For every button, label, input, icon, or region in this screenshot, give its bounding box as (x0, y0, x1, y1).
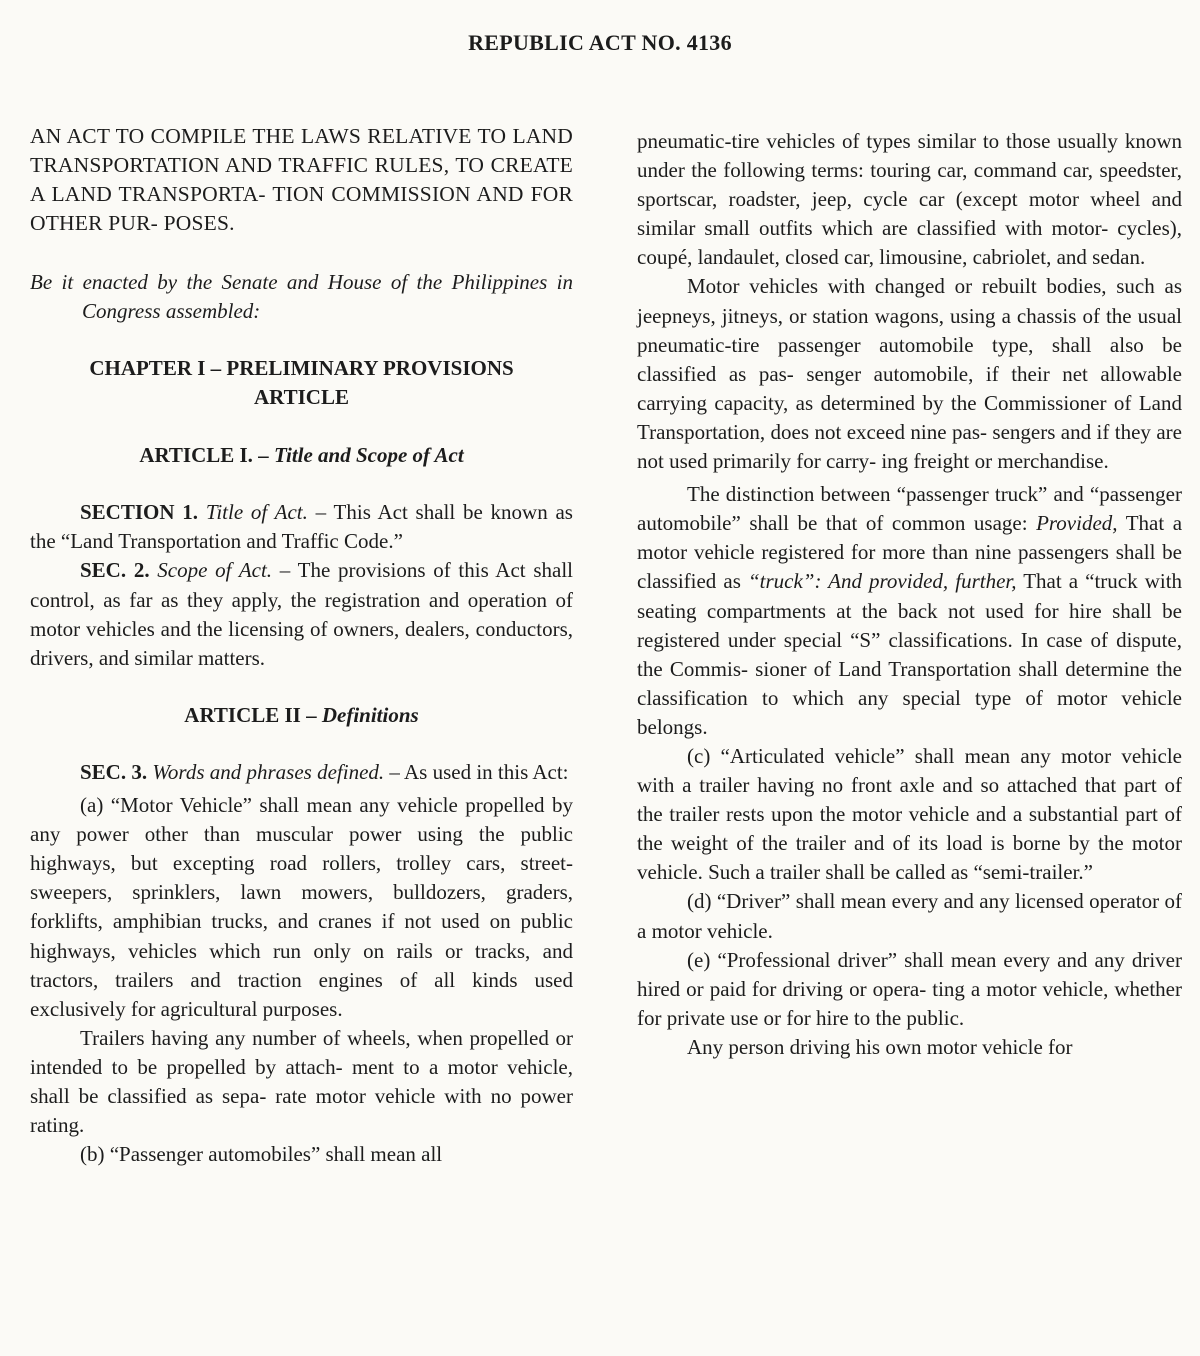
chapter-title: CHAPTER I – PRELIMINARY PROVISIONS (89, 356, 514, 381)
section-2 (30, 556, 573, 672)
article-2-label: ARTICLE II – (184, 702, 317, 727)
distinction-text-2: That a motor vehicle registered for more than nine passengers shall be classified as (637, 511, 1183, 594)
left-column (30, 122, 573, 1169)
page-header: REPUBLIC ACT NO. 4136 (468, 30, 732, 55)
paragraph-any-person: Any person driving his own motor vehicle for (687, 1034, 1073, 1059)
paragraph-d: (d) “Driver” shall mean every and any licensed operator of a motor vehicle. (637, 889, 1182, 943)
distinction-provided: Provided, (1036, 511, 1118, 536)
article-2-title: Definitions (321, 702, 419, 727)
section-3-text: – As used in this Act: (389, 759, 569, 784)
section-1-label: SECTION 1. (80, 500, 199, 525)
chapter-heading (30, 354, 573, 412)
distinction-text-1: The distinction between “passenger truck” and “passenger automobile” shall be that of common usage: (637, 482, 1182, 536)
section-3-label: SEC. 3. (80, 759, 148, 784)
paragraph-rebuilt-bodies: Motor vehicles with changed or rebuilt bodies, such as jeepneys, jitneys, or station wagons, using a chassis of the usual pneumatic-tire passenger automobile type, shall also be classified as pas- senger automobile, if their net allowable carrying capacity, as determined by the Commissioner of Land Transportation, does not exceed nine pas- sengers and if they are not used primarily for carry- ing freight or merchandise. (637, 274, 1182, 474)
section-3-title: Words and phrases defined. (152, 759, 385, 784)
section-1-title: Title of Act. (205, 500, 308, 525)
enacting-clause: Be it enacted by the Senate and House of the Philippines in Congress assembled: (30, 270, 573, 324)
article-1-title: Title and Scope of Act (273, 443, 464, 468)
right-column (637, 127, 1182, 1062)
act-title: AN ACT TO COMPILE THE LAWS RELATIVE TO LAND TRANSPORTATION AND TRAFFIC RULES, TO CREATE A LAND TRANSPORTA- TION COMMISSION AND FOR OTHER PUR- POSES. (30, 124, 573, 235)
section-2-title: Scope of Act. (157, 558, 273, 583)
article-1-heading (30, 441, 573, 470)
paragraph-a: (a) “Motor Vehicle” shall mean any vehicle propelled by any power other than muscular power using the public highways, but excepting road rollers, trolley cars, street-sweepers, sprinklers, lawn mowers, bulldozers, graders, forklifts, amphibian trucks, and cranes if not used on public highways, vehicles which run only on rails or tracks, and tractors, trailers and traction engines of all kinds used exclusively for agricultural purposes. (30, 793, 573, 1021)
distinction-text-3: That a “truck with seating compartments at the back not used for hire shall be registered under special “S” classifications. In case of dispute, the Commis- sioner of Land Transportation shall determine the classification to which any special type of motor vehicle belongs. (637, 569, 1183, 739)
paragraph-distinction (637, 480, 1182, 742)
article-2-heading (30, 701, 573, 730)
section-2-text: – The provisions of this Act shall control, as far as they apply, the registration and operation of motor vehicles and the licensing of owners, dealers, conductors, drivers, and similar matters. (30, 558, 574, 670)
section-2-label: SEC. 2. (80, 558, 150, 583)
paragraph-trailers: Trailers having any number of wheels, when propelled or intended to be propelled by attach- ment to a motor vehicle, shall be classified as sepa- rate motor vehicle with no power rating. (30, 1025, 573, 1138)
paragraph-b: (b) “Passenger automobiles” shall mean all (80, 1142, 443, 1167)
paragraph-c: (c) “Articulated vehicle” shall mean any motor vehicle with a trailer having no front axle and so attached that part of the trailer rests upon the motor vehicle and a substantial part of the weight of the trailer and of its load is borne by the motor vehicle. Such a trailer shall be called as “semi-trailer.” (637, 743, 1182, 885)
section-1-text: – This Act shall be known as the “Land Transportation and Traffic Code.” (30, 500, 573, 554)
paragraph-e: (e) “Professional driver” shall mean every and any driver hired or paid for driving or opera- ting a motor vehicle, whether for private use or for hire to the public. (637, 947, 1182, 1030)
paragraph-b-continued: pneumatic-tire vehicles of types similar to those usually known under the following terms: touring car, command car, speedster, sportscar, roadster, jeep, cycle car (except motor wheel and similar small outfits which are classified with motor- cycles), coupé, landaulet, closed car, limousine, cabriolet, and sedan. (637, 129, 1182, 270)
chapter-subtitle: ARTICLE (254, 385, 349, 410)
section-1 (30, 498, 573, 556)
distinction-truck: “truck”: And provided, further, (747, 569, 1017, 594)
article-1-label: ARTICLE I. – (139, 443, 269, 468)
section-3 (30, 758, 573, 787)
